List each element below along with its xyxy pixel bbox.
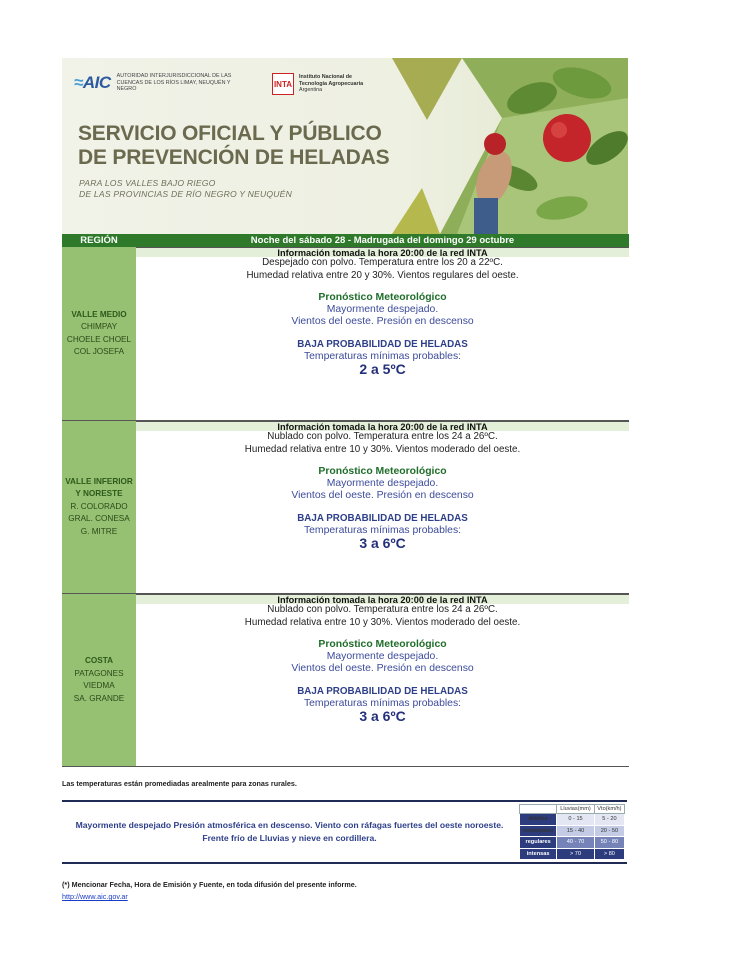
legend-row — [520, 825, 625, 837]
page-subtitle — [79, 178, 292, 200]
legend-label: intensas — [520, 848, 557, 860]
summary-line-1: Mayormente despejado Presión atmosférica en descenso. Viento con ráfagas fuertes del oeste noroeste. — [75, 820, 504, 830]
observation-line: Nublado con polvo. Temperatura entre los 24 a 26ºC. — [267, 431, 498, 442]
forecast-line: Mayormente despejado. — [326, 651, 439, 662]
inta-logo-mark: INTA — [272, 73, 294, 95]
legend-rain: > 70 — [557, 848, 595, 860]
forecast-title: Pronóstico Meteorológico — [318, 292, 447, 303]
min-temp-value: 3 a 6ºC — [359, 535, 406, 551]
region-place: CHOELE CHOEL — [66, 334, 132, 344]
legend-wind: 20 - 50 — [594, 825, 624, 837]
legend-row — [520, 837, 625, 849]
info-header: Información tomada la hora 20:00 de la red INTA — [136, 421, 629, 431]
legend-label: moderados — [520, 825, 557, 837]
legend-rain: 15 - 40 — [557, 825, 595, 837]
summary-text — [62, 819, 517, 845]
region-cell — [62, 421, 136, 593]
legend-column-rain: Lluvias(mm) — [557, 805, 595, 814]
legend-label: regulares — [520, 837, 557, 849]
observation-line: Humedad relativa entre 10 y 30%. Vientos moderado del oeste. — [244, 616, 521, 628]
min-temp-value: 3 a 6ºC — [359, 708, 406, 724]
table-row — [62, 421, 629, 594]
min-temp-label: Temperaturas mínimas probables: — [303, 525, 462, 536]
region-name: VALLE INFERIOR — [65, 476, 133, 486]
frost-probability: BAJA PROBABILIDAD DE HELADAS — [297, 513, 468, 524]
region-place: SA. GRANDE — [73, 693, 125, 703]
region-place: PATAGONES — [74, 668, 124, 678]
aic-logo-subtitle: AUTORIDAD INTERJURISDICCIONAL DE LAS CUENCAS DE LOS RÍOS LIMAY, NEUQUÉN Y NEGRO — [116, 73, 232, 93]
legend-row — [520, 848, 625, 860]
inta-name: Instituto Nacional de Tecnología Agropecuaria — [299, 74, 364, 87]
forecast-line: Vientos del oeste. Presión en descenso — [291, 490, 474, 501]
subtitle-line-2: DE LAS PROVINCIAS DE RÍO NEGRO Y NEUQUÉN — [79, 189, 293, 199]
info-header: Información tomada la hora 20:00 de la red INTA — [136, 594, 629, 604]
legend-wind: > 80 — [594, 848, 624, 860]
summary-box — [62, 800, 627, 864]
legend-rain: 40 - 70 — [557, 837, 595, 849]
observation-line: Despejado con polvo. Temperatura entre los 20 a 22ºC. — [262, 257, 503, 268]
region-cell — [62, 247, 136, 420]
observation-line: Nublado con polvo. Temperatura entre los 24 a 26ºC. — [267, 604, 498, 615]
legend-row — [520, 814, 625, 826]
min-temp-label: Temperaturas mínimas probables: — [303, 351, 462, 362]
legend-header-row — [520, 805, 625, 814]
region-place: VIEDMA — [83, 681, 115, 690]
forecast-cell — [136, 594, 629, 766]
table-header — [62, 234, 629, 247]
region-place: COL JOSEFA — [73, 347, 125, 356]
legend-label: débiles — [520, 814, 557, 826]
observation-line: Humedad relativa entre 20 y 30%. Vientos regulares del oeste. — [246, 269, 519, 281]
region-name: COSTA — [84, 656, 114, 665]
region-place: R. COLORADO — [70, 501, 128, 511]
inta-country: Argentina — [299, 87, 323, 94]
table-row — [62, 594, 629, 767]
frost-probability: BAJA PROBABILIDAD DE HELADAS — [297, 339, 468, 350]
info-header: Información tomada la hora 20:00 de la red INTA — [136, 247, 629, 257]
legend-wind: 5 - 20 — [594, 814, 624, 826]
region-name: VALLE MEDIO — [71, 309, 127, 319]
aic-logo — [74, 73, 247, 93]
forecast-line: Mayormente despejado. — [326, 478, 439, 489]
forecast-cell — [136, 421, 629, 593]
region-place: GRAL. CONESA — [68, 514, 130, 524]
forecast-cell — [136, 247, 629, 420]
aic-website-link[interactable]: http://www.aic.gov.ar — [62, 892, 128, 901]
forecast-line: Mayormente despejado. — [326, 304, 439, 315]
table-row — [62, 247, 629, 421]
legend-rain: 0 - 15 — [557, 814, 595, 826]
region-place: CHIMPAY — [80, 322, 118, 331]
summary-line-2: Frente frío de Lluvias y nieve en cordillera. — [202, 833, 377, 843]
min-temp-label: Temperaturas mínimas probables: — [303, 698, 462, 709]
inta-logo-text — [299, 74, 369, 94]
forecast-line: Vientos del oeste. Presión en descenso — [291, 316, 474, 327]
column-header-date: Noche del sábado 28 - Madrugada del domingo 29 octubre — [250, 235, 515, 246]
title-line-2: DE PREVENCIÓN DE HELADAS — [78, 146, 390, 169]
legend-column-wind: Vto(km/h) — [594, 805, 624, 814]
region-cell — [62, 594, 136, 766]
legend-wind: 50 - 80 — [594, 837, 624, 849]
forecast-table — [62, 234, 629, 767]
min-temp-value: 2 a 5ºC — [359, 361, 406, 377]
aic-logo-mark: ≈AIC — [74, 73, 111, 92]
forecast-title: Pronóstico Meteorológico — [318, 639, 447, 650]
region-name-line-2: Y NORESTE — [75, 489, 123, 499]
forecast-title: Pronóstico Meteorológico — [318, 466, 447, 477]
column-header-region: REGIÓN — [80, 235, 118, 246]
legend-table — [519, 804, 625, 860]
forecast-line: Vientos del oeste. Presión en descenso — [291, 663, 474, 674]
page-title — [78, 122, 389, 170]
observation-line: Humedad relativa entre 10 y 30%. Vientos moderado del oeste. — [244, 443, 521, 455]
region-place: G. MITRE — [80, 526, 118, 536]
averaging-note: Las temperaturas están promediadas arealmente para zonas rurales. — [62, 779, 297, 788]
header-banner — [62, 58, 628, 234]
frost-probability: BAJA PROBABILIDAD DE HELADAS — [297, 686, 468, 697]
legend-corner — [520, 805, 557, 814]
inta-logo — [272, 73, 369, 95]
title-line-1: SERVICIO OFICIAL Y PÚBLICO — [78, 122, 382, 145]
footer-note: (*) Mencionar Fecha, Hora de Emisión y Fuente, en toda difusión del presente informe. — [62, 880, 357, 889]
subtitle-line-1: PARA LOS VALLES BAJO RIEGO — [79, 178, 216, 188]
